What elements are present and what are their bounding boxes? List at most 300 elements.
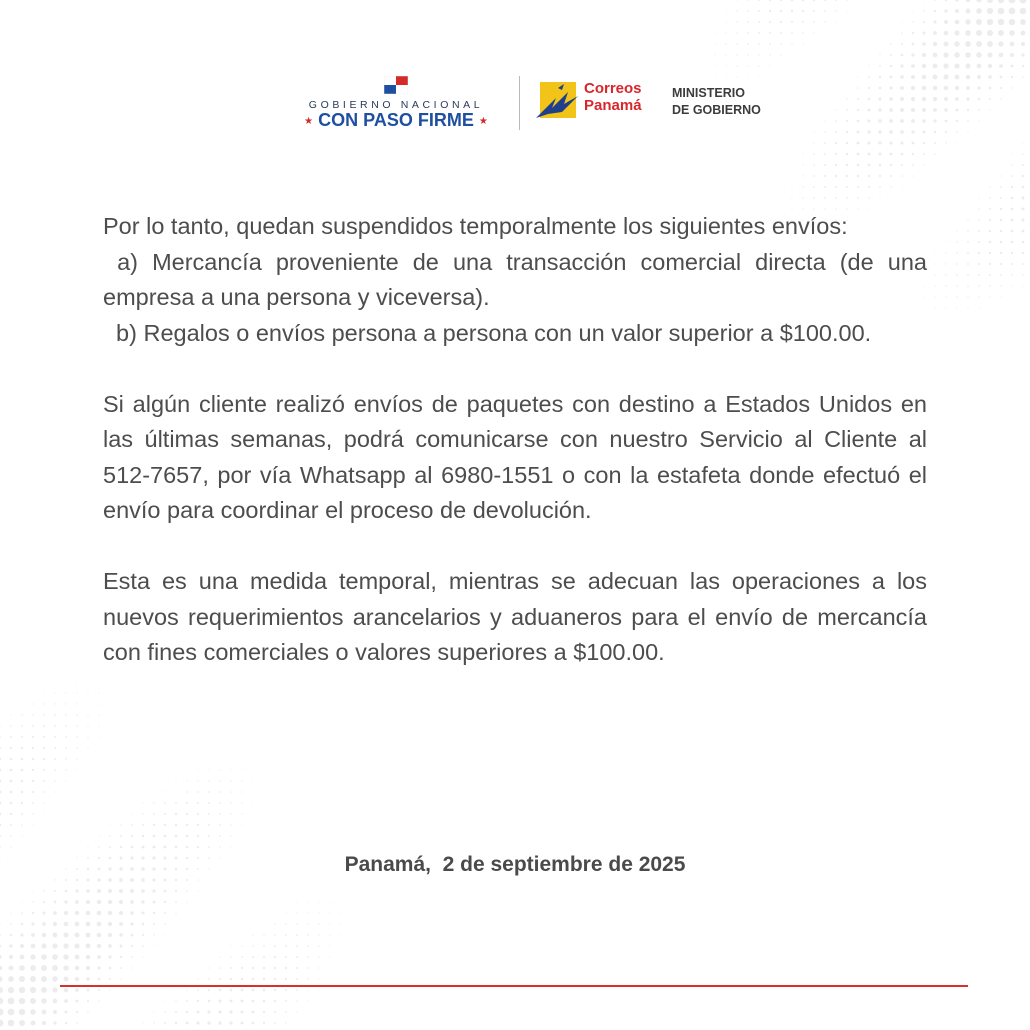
background-dot [54, 879, 55, 880]
background-dot [769, 21, 771, 23]
background-dot [879, 65, 881, 67]
background-dot [241, 1022, 244, 1025]
background-dot [75, 988, 79, 992]
background-dot [846, 197, 848, 199]
background-dot [197, 791, 199, 793]
background-dot [208, 978, 210, 980]
background-dot [76, 714, 78, 716]
background-dot [175, 1011, 177, 1013]
item-a-text: Mercancía proveniente de una transacción comercial directa (de una empresa a una persona y viceversa). [103, 248, 927, 310]
background-dot [791, 43, 792, 44]
background-dot [318, 967, 319, 968]
background-dot [252, 1000, 255, 1003]
background-dot [0, 966, 2, 970]
background-dot [879, 54, 880, 55]
background-dot [967, 263, 969, 265]
background-dot [219, 967, 221, 969]
background-dot [142, 846, 145, 849]
background-dot [186, 802, 188, 804]
background-dot [241, 1000, 244, 1003]
background-dot [109, 846, 111, 848]
background-dot [153, 791, 154, 792]
background-dot [0, 780, 1, 783]
background-dot [164, 923, 165, 924]
background-dot [208, 989, 210, 991]
background-dot [186, 846, 189, 849]
background-dot [989, 263, 991, 265]
background-dot [813, 32, 814, 33]
background-dot [725, 43, 726, 44]
background-dot [1000, 274, 1002, 276]
background-dot [912, 43, 915, 46]
background-dot [186, 1022, 189, 1025]
background-dot [186, 879, 188, 881]
background-dot [119, 900, 123, 904]
background-dot [75, 922, 80, 927]
background-dot [868, 153, 871, 156]
background-dot [1022, 230, 1025, 233]
background-dot [43, 714, 45, 716]
background-dot [31, 944, 36, 949]
background-dot [32, 780, 34, 782]
background-dot [868, 65, 869, 66]
background-dot [65, 780, 66, 781]
background-dot [901, 175, 903, 177]
background-dot [64, 988, 68, 992]
background-dot [53, 1010, 57, 1014]
background-dot [130, 922, 133, 925]
gobierno-nacional-text: GOBIERNO NACIONAL [308, 99, 484, 111]
background-dot [923, 164, 924, 165]
ministerio-de-gobierno-text [672, 85, 761, 119]
background-dot [21, 901, 22, 902]
background-dot [967, 219, 968, 220]
background-dot [10, 802, 13, 805]
logo-divider [519, 76, 520, 130]
background-dot [119, 878, 123, 882]
background-dot [75, 911, 79, 915]
background-dot [1000, 285, 1001, 286]
background-dot [791, 175, 792, 176]
background-dot [943, 63, 948, 68]
background-dot [934, 10, 936, 12]
background-dot [1010, 42, 1015, 47]
background-dot [186, 780, 187, 781]
background-dot [780, 32, 782, 34]
background-dot [252, 802, 253, 803]
background-dot [19, 976, 25, 982]
background-dot [10, 912, 11, 913]
background-dot [978, 296, 979, 297]
background-dot [87, 681, 88, 682]
background-dot [108, 889, 112, 893]
background-dot [791, 0, 794, 1]
background-dot [263, 1022, 265, 1024]
background-dot [219, 835, 221, 837]
background-dot [945, 307, 946, 308]
background-dot [54, 791, 55, 792]
background-dot [901, 186, 902, 187]
background-dot [9, 955, 13, 959]
background-dot [20, 933, 23, 936]
background-dot [10, 736, 12, 738]
background-dot [978, 274, 980, 276]
background-dot [76, 1022, 78, 1024]
background-dot [32, 791, 34, 793]
background-dot [0, 955, 2, 958]
background-dot [285, 1011, 287, 1013]
background-dot [965, 30, 971, 36]
background-dot [998, 41, 1003, 46]
background-dot [142, 802, 143, 803]
background-dot [76, 692, 77, 693]
background-dot [21, 703, 22, 704]
background-dot [780, 10, 782, 12]
background-dot [208, 802, 210, 804]
background-dot [65, 736, 67, 738]
background-dot [758, 0, 760, 1]
background-dot [989, 230, 991, 232]
background-dot [967, 296, 968, 297]
background-dot [0, 1009, 3, 1016]
background-dot [340, 934, 341, 935]
background-dot [252, 967, 254, 969]
background-dot [252, 1011, 255, 1014]
background-dot [307, 912, 308, 913]
background-dot [130, 911, 134, 915]
background-dot [252, 978, 255, 981]
background-dot [835, 0, 837, 1]
background-dot [0, 998, 3, 1005]
background-dot [164, 802, 166, 804]
background-dot [0, 769, 1, 772]
background-dot [965, 41, 971, 47]
background-dot [263, 934, 264, 935]
background-dot [21, 802, 23, 804]
background-dot [197, 1000, 199, 1002]
background-dot [769, 65, 770, 66]
background-dot [197, 813, 199, 815]
background-dot [8, 998, 15, 1005]
background-dot [21, 813, 23, 815]
background-dot [230, 791, 232, 793]
background-dot [98, 692, 99, 693]
background-dot [230, 846, 231, 847]
background-dot [945, 153, 946, 154]
background-dot [76, 736, 78, 738]
background-dot [1000, 296, 1001, 297]
background-dot [747, 21, 749, 23]
background-dot [131, 813, 132, 814]
background-dot [1011, 230, 1014, 233]
background-dot [153, 835, 156, 838]
con-paso-firme-text [284, 110, 508, 131]
background-dot [329, 956, 330, 957]
background-dot [87, 989, 90, 992]
background-dot [54, 692, 55, 693]
background-dot [87, 1011, 89, 1013]
background-dot [230, 956, 231, 957]
background-dot [791, 54, 792, 55]
background-dot [65, 692, 66, 693]
background-dot [197, 824, 199, 826]
background-dot [21, 912, 23, 914]
background-dot [846, 153, 849, 156]
background-dot [75, 900, 79, 904]
background-dot [955, 9, 959, 13]
background-dot [954, 41, 959, 46]
background-dot [32, 912, 34, 914]
background-dot [791, 32, 793, 34]
background-dot [318, 989, 319, 990]
background-dot [922, 64, 926, 68]
background-dot [74, 943, 79, 948]
background-dot [63, 965, 68, 970]
background-dot [197, 846, 199, 848]
background-dot [999, 64, 1003, 68]
background-dot [1011, 164, 1012, 165]
background-dot [241, 769, 242, 770]
background-dot [835, 142, 837, 144]
background-dot [153, 1022, 155, 1024]
background-dot [1022, 197, 1025, 200]
background-dot [747, 0, 749, 1]
background-dot [747, 43, 749, 45]
background-dot [285, 967, 287, 969]
background-dot [944, 9, 947, 12]
background-dot [835, 186, 837, 188]
background-dot [1001, 165, 1002, 166]
background-dot [879, 175, 881, 177]
background-dot [835, 175, 837, 177]
background-dot [164, 835, 167, 838]
background-dot [86, 922, 91, 927]
background-dot [142, 835, 145, 838]
background-dot [97, 911, 102, 916]
background-dot [196, 1021, 199, 1024]
background-dot [901, 164, 903, 166]
background-dot [857, 0, 858, 1]
background-dot [987, 30, 993, 36]
background-dot [780, 21, 782, 23]
background-dot [934, 263, 935, 264]
background-dot [152, 878, 155, 881]
background-dot [923, 0, 924, 1]
background-dot [76, 703, 77, 704]
background-dot [965, 63, 970, 68]
background-dot [813, 21, 815, 23]
background-dot [857, 153, 860, 156]
background-dot [933, 20, 936, 23]
background-dot [307, 978, 309, 980]
background-dot [130, 900, 134, 904]
background-dot [230, 1000, 233, 1003]
background-dot [44, 880, 45, 881]
background-dot [956, 252, 958, 254]
background-dot [120, 835, 122, 837]
background-dot [285, 1022, 286, 1023]
background-dot [41, 943, 46, 948]
background-dot [32, 725, 34, 727]
background-dot [285, 989, 287, 991]
background-dot [52, 965, 58, 971]
background-dot [307, 945, 309, 947]
background-dot [1000, 219, 1003, 222]
background-dot [219, 791, 221, 793]
background-dot [934, 285, 935, 286]
background-dot [835, 164, 837, 166]
background-dot [901, 54, 904, 57]
background-dot [956, 263, 958, 265]
background-dot [318, 945, 320, 947]
background-dot [956, 274, 958, 276]
background-dot [987, 8, 993, 14]
background-dot [263, 923, 264, 924]
background-dot [98, 835, 99, 836]
background-dot [10, 824, 12, 826]
background-dot [912, 32, 914, 34]
background-dot [911, 64, 915, 68]
background-dot [954, 30, 959, 35]
background-dot [978, 285, 980, 287]
background-dot [1009, 8, 1016, 15]
background-dot [989, 296, 990, 297]
background-dot [87, 714, 88, 715]
background-dot [65, 747, 67, 749]
background-dot [1022, 285, 1023, 286]
background-dot [868, 175, 870, 177]
background-dot [87, 747, 88, 748]
background-dot [8, 987, 14, 993]
background-dot [1000, 230, 1003, 233]
background-dot [241, 978, 244, 981]
background-dot [263, 967, 265, 969]
background-dot [20, 944, 24, 948]
background-dot [230, 945, 231, 946]
background-dot [98, 846, 100, 848]
background-dot [923, 21, 925, 23]
background-dot [10, 813, 12, 815]
background-dot [1021, 42, 1025, 46]
background-dot [86, 900, 90, 904]
background-dot [230, 989, 233, 992]
background-dot [76, 1011, 78, 1013]
background-dot [900, 64, 903, 67]
background-dot [1009, 0, 1016, 3]
background-dot [967, 285, 969, 287]
background-dot [736, 0, 737, 1]
background-dot [296, 1000, 298, 1002]
background-dot [978, 197, 979, 198]
background-dot [164, 934, 165, 935]
background-dot [142, 824, 144, 826]
background-dot [956, 230, 957, 231]
background-dot [791, 186, 792, 187]
background-dot [76, 681, 77, 682]
background-dot [0, 923, 1, 924]
background-dot [153, 912, 155, 914]
background-dot [945, 0, 947, 1]
background-dot [857, 142, 860, 145]
background-dot [208, 835, 210, 837]
background-dot [43, 912, 46, 915]
background-dot [65, 890, 68, 893]
background-dot [41, 965, 47, 971]
background-dot [186, 901, 187, 902]
background-dot [21, 824, 23, 826]
background-dot [802, 175, 803, 176]
background-dot [900, 141, 903, 144]
background-dot [219, 769, 220, 770]
background-dot [857, 175, 859, 177]
background-dot [275, 913, 276, 914]
background-dot [802, 21, 804, 23]
background-dot [241, 956, 243, 958]
background-dot [186, 813, 188, 815]
background-dot [1011, 252, 1013, 254]
background-dot [758, 54, 760, 56]
list-item-b [103, 316, 927, 352]
background-dot [954, 52, 959, 57]
background-dot [65, 1022, 67, 1024]
background-dot [86, 944, 91, 949]
background-dot [153, 901, 156, 904]
background-dot [164, 813, 166, 815]
background-dot [208, 780, 209, 781]
background-dot [307, 934, 309, 936]
background-dot [109, 967, 112, 970]
background-dot [967, 230, 969, 232]
background-dot [97, 944, 101, 948]
background-dot [802, 164, 803, 165]
background-dot [131, 956, 133, 958]
background-dot [43, 747, 45, 749]
background-dot [30, 965, 36, 971]
background-dot [241, 802, 242, 803]
background-dot [944, 42, 949, 47]
background-dot [802, 153, 803, 154]
background-dot [42, 933, 46, 937]
background-dot [8, 1009, 15, 1016]
background-dot [945, 252, 946, 253]
background-dot [989, 252, 991, 254]
background-dot [976, 8, 982, 14]
background-dot [956, 307, 957, 308]
background-dot [0, 846, 1, 848]
background-dot [65, 725, 67, 727]
background-dot [175, 791, 176, 792]
background-dot [87, 879, 90, 882]
background-dot [87, 1000, 89, 1002]
gobierno-nacional-logo [284, 72, 508, 136]
ministerio-line1: MINISTERIO [672, 86, 745, 100]
background-dot [230, 813, 232, 815]
background-dot [32, 758, 34, 760]
background-dot [175, 912, 176, 913]
background-dot [86, 966, 90, 970]
background-dot [120, 824, 121, 825]
background-dot [1021, 207, 1024, 210]
background-dot [824, 10, 826, 12]
background-dot [64, 999, 68, 1003]
background-dot [736, 10, 737, 11]
background-dot [296, 923, 298, 925]
background-dot [802, 10, 804, 12]
background-dot [1022, 153, 1024, 155]
background-dot [296, 956, 298, 958]
background-dot [1022, 175, 1024, 177]
background-dot [1009, 19, 1015, 25]
